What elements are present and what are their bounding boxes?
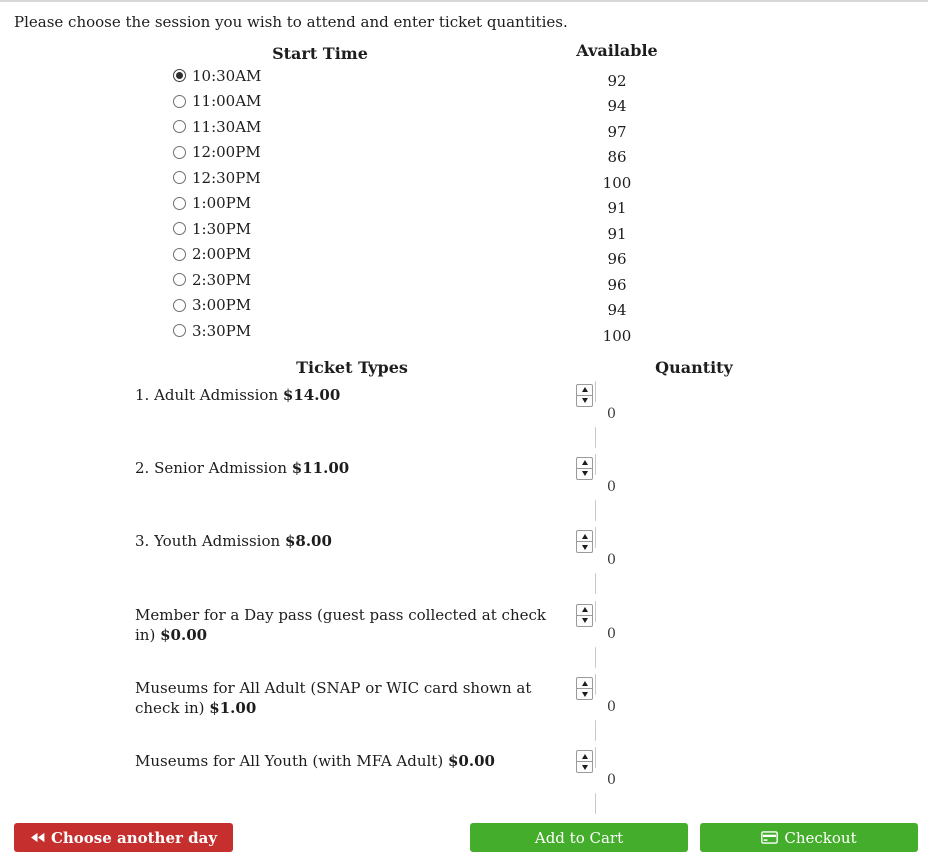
session-radio[interactable] (173, 171, 186, 184)
quantity-value: 0 (607, 405, 616, 422)
session-time-label: 11:00AM (192, 92, 262, 111)
session-time-cell (160, 92, 480, 110)
ticket-row (0, 748, 928, 813)
quantity-value: 0 (607, 625, 616, 642)
session-time-label: 12:00PM (192, 143, 261, 162)
quantity-input[interactable] (595, 601, 793, 668)
ticket-label (135, 748, 569, 771)
session-available-count: 96 (607, 275, 627, 294)
session-available-count: 96 (607, 250, 627, 269)
session-time-label: 12:30PM (192, 168, 261, 187)
session-time-label: 2:30PM (192, 270, 252, 289)
quantity-stepper (576, 457, 593, 480)
stepper-up-button[interactable] (577, 605, 592, 616)
session-time-cell (160, 271, 480, 289)
session-section (0, 41, 928, 345)
ticket-price: $1.00 (209, 699, 257, 718)
stepper-up-button[interactable] (577, 531, 592, 542)
ticket-price: $14.00 (282, 385, 341, 404)
ticket-price: $8.00 (284, 532, 332, 551)
session-time-cell (160, 245, 480, 263)
quantity-input[interactable] (595, 381, 793, 448)
arrow-down-icon (582, 471, 588, 476)
quantity-header: Quantity (655, 357, 733, 377)
session-time-cell (160, 169, 480, 187)
stepper-up-button[interactable] (577, 678, 592, 689)
session-radio[interactable] (173, 197, 186, 210)
session-row (0, 114, 928, 140)
session-time-cell (160, 67, 480, 85)
arrow-up-icon (582, 681, 588, 686)
session-time-cell (160, 143, 480, 161)
ticket-row (0, 528, 928, 593)
quantity-input[interactable] (595, 527, 793, 594)
ticket-price: $11.00 (291, 458, 350, 477)
ticket-label (135, 602, 569, 645)
arrow-up-icon (582, 534, 588, 539)
quantity-stepper (576, 384, 593, 407)
quantity-stepper (576, 677, 593, 700)
quantity-cell (595, 528, 793, 593)
quantity-cell (595, 382, 793, 447)
intro-text: Please choose the session you wish to attend and enter ticket quantities. (14, 13, 568, 31)
session-radio[interactable] (173, 299, 186, 312)
arrow-down-icon (582, 692, 588, 697)
session-time-label: 2:00PM (192, 245, 252, 264)
session-radio[interactable] (173, 248, 186, 261)
arrow-down-icon (582, 398, 588, 403)
arrow-down-icon (582, 618, 588, 623)
choose-another-day-label: Choose another day (50, 828, 218, 847)
ticket-name: Museums for All Adult (SNAP or WIC card shown at check in) (135, 679, 532, 718)
session-time-label: 3:30PM (192, 321, 252, 340)
available-header: Available (576, 41, 658, 60)
ticket-name: 2. Senior Admission (135, 458, 287, 477)
ticket-row (0, 602, 928, 667)
ticket-name: 1. Adult Admission (135, 385, 279, 404)
session-available-count: 100 (602, 173, 632, 192)
quantity-cell (595, 602, 793, 667)
session-radio[interactable] (173, 69, 186, 82)
ticket-header-row (0, 358, 928, 377)
choose-another-day-button[interactable] (14, 823, 233, 852)
session-row (0, 242, 928, 268)
quantity-input[interactable] (595, 674, 793, 741)
session-time-label: 1:30PM (192, 219, 252, 238)
ticket-row (0, 382, 928, 447)
stepper-down-button[interactable] (577, 469, 592, 479)
session-row (0, 293, 928, 319)
session-time-label: 3:00PM (192, 296, 252, 315)
session-time-label: 1:00PM (192, 194, 252, 213)
session-time-label: 11:30AM (192, 117, 262, 136)
start-time-header: Start Time (272, 44, 368, 63)
ticket-label (135, 455, 569, 478)
ticket-label (135, 675, 569, 718)
session-radio[interactable] (173, 120, 186, 133)
checkout-label: Checkout (784, 828, 857, 847)
stepper-up-button[interactable] (577, 458, 592, 469)
session-time-cell (160, 194, 480, 212)
ticket-section (0, 358, 928, 814)
quantity-value: 0 (607, 552, 616, 569)
ticket-rows (0, 382, 928, 814)
quantity-input[interactable] (595, 747, 793, 814)
session-header-row (0, 41, 928, 63)
session-available-count: 94 (607, 301, 627, 320)
session-available-count: 92 (607, 71, 627, 90)
stepper-up-button[interactable] (577, 385, 592, 396)
session-time-label: 10:30AM (192, 66, 262, 85)
quantity-stepper (576, 530, 593, 553)
quantity-value: 0 (607, 772, 616, 789)
session-row (0, 89, 928, 115)
quantity-cell (595, 455, 793, 520)
session-radio[interactable] (173, 95, 186, 108)
session-available-count: 91 (607, 224, 627, 243)
session-row (0, 318, 928, 344)
session-time-cell (160, 322, 480, 340)
ticket-name: Member for a Day pass (guest pass collected at check in) (135, 605, 546, 644)
quantity-value: 0 (607, 699, 616, 716)
session-available-count: 94 (607, 97, 627, 116)
session-radio[interactable] (173, 222, 186, 235)
rewind-icon (30, 832, 45, 843)
arrow-up-icon (582, 460, 588, 465)
ticket-price: $0.00 (160, 625, 208, 644)
quantity-input[interactable] (595, 454, 793, 521)
ticket-row (0, 455, 928, 520)
button-bar (14, 823, 918, 852)
session-row (0, 165, 928, 191)
ticket-label (135, 528, 569, 551)
add-to-cart-button[interactable] (470, 823, 688, 852)
session-rows (0, 63, 928, 344)
stepper-down-button[interactable] (577, 542, 592, 552)
session-row (0, 191, 928, 217)
session-row (0, 216, 928, 242)
session-time-cell (160, 296, 480, 314)
stepper-down-button[interactable] (577, 689, 592, 699)
session-available-count: 100 (602, 326, 632, 345)
arrow-up-icon (582, 754, 588, 759)
quantity-cell (595, 675, 793, 740)
stepper-down-button[interactable] (577, 396, 592, 406)
quantity-stepper (576, 604, 593, 627)
quantity-value: 0 (607, 478, 616, 495)
quantity-cell (595, 748, 793, 813)
credit-card-icon (761, 831, 778, 844)
session-radio[interactable] (173, 273, 186, 286)
ticket-row (0, 675, 928, 740)
session-row (0, 63, 928, 89)
session-radio[interactable] (173, 324, 186, 337)
session-time-cell (160, 118, 480, 136)
stepper-up-button[interactable] (577, 751, 592, 762)
session-row (0, 140, 928, 166)
session-available-count: 86 (607, 148, 627, 167)
session-time-cell (160, 220, 480, 238)
stepper-down-button[interactable] (577, 616, 592, 626)
stepper-down-button[interactable] (577, 762, 592, 772)
spacer (0, 44, 160, 63)
session-available-count: 91 (607, 199, 627, 218)
ticket-name: 3. Youth Admission (135, 532, 281, 551)
session-radio[interactable] (173, 146, 186, 159)
arrow-down-icon (582, 545, 588, 550)
add-to-cart-label: Add to Cart (534, 828, 624, 847)
ticket-name: Museums for All Youth (with MFA Adult) (135, 752, 444, 771)
arrow-up-icon (582, 387, 588, 392)
ticket-label (135, 382, 569, 405)
checkout-button[interactable] (700, 823, 918, 852)
ticket-types-header: Ticket Types (296, 357, 408, 377)
arrow-up-icon (582, 607, 588, 612)
arrow-down-icon (582, 765, 588, 770)
ticket-price: $0.00 (447, 752, 495, 771)
session-available-count: 97 (607, 122, 627, 141)
session-row (0, 267, 928, 293)
quantity-stepper (576, 750, 593, 773)
